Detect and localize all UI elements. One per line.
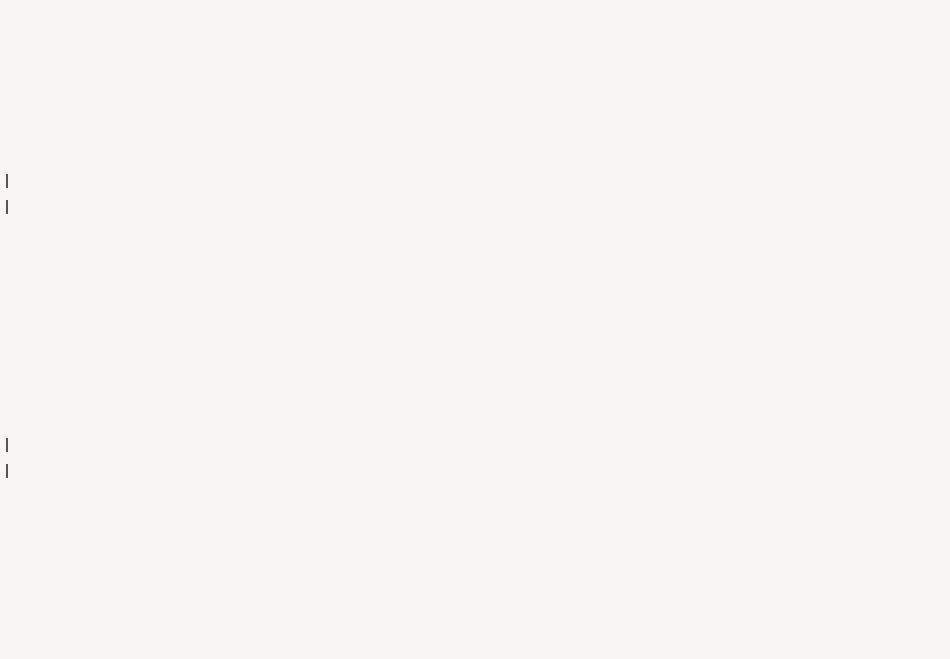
margin-mark <box>6 200 8 214</box>
margin-mark <box>6 174 8 188</box>
margin-mark <box>6 464 8 478</box>
margin-mark <box>6 438 8 452</box>
